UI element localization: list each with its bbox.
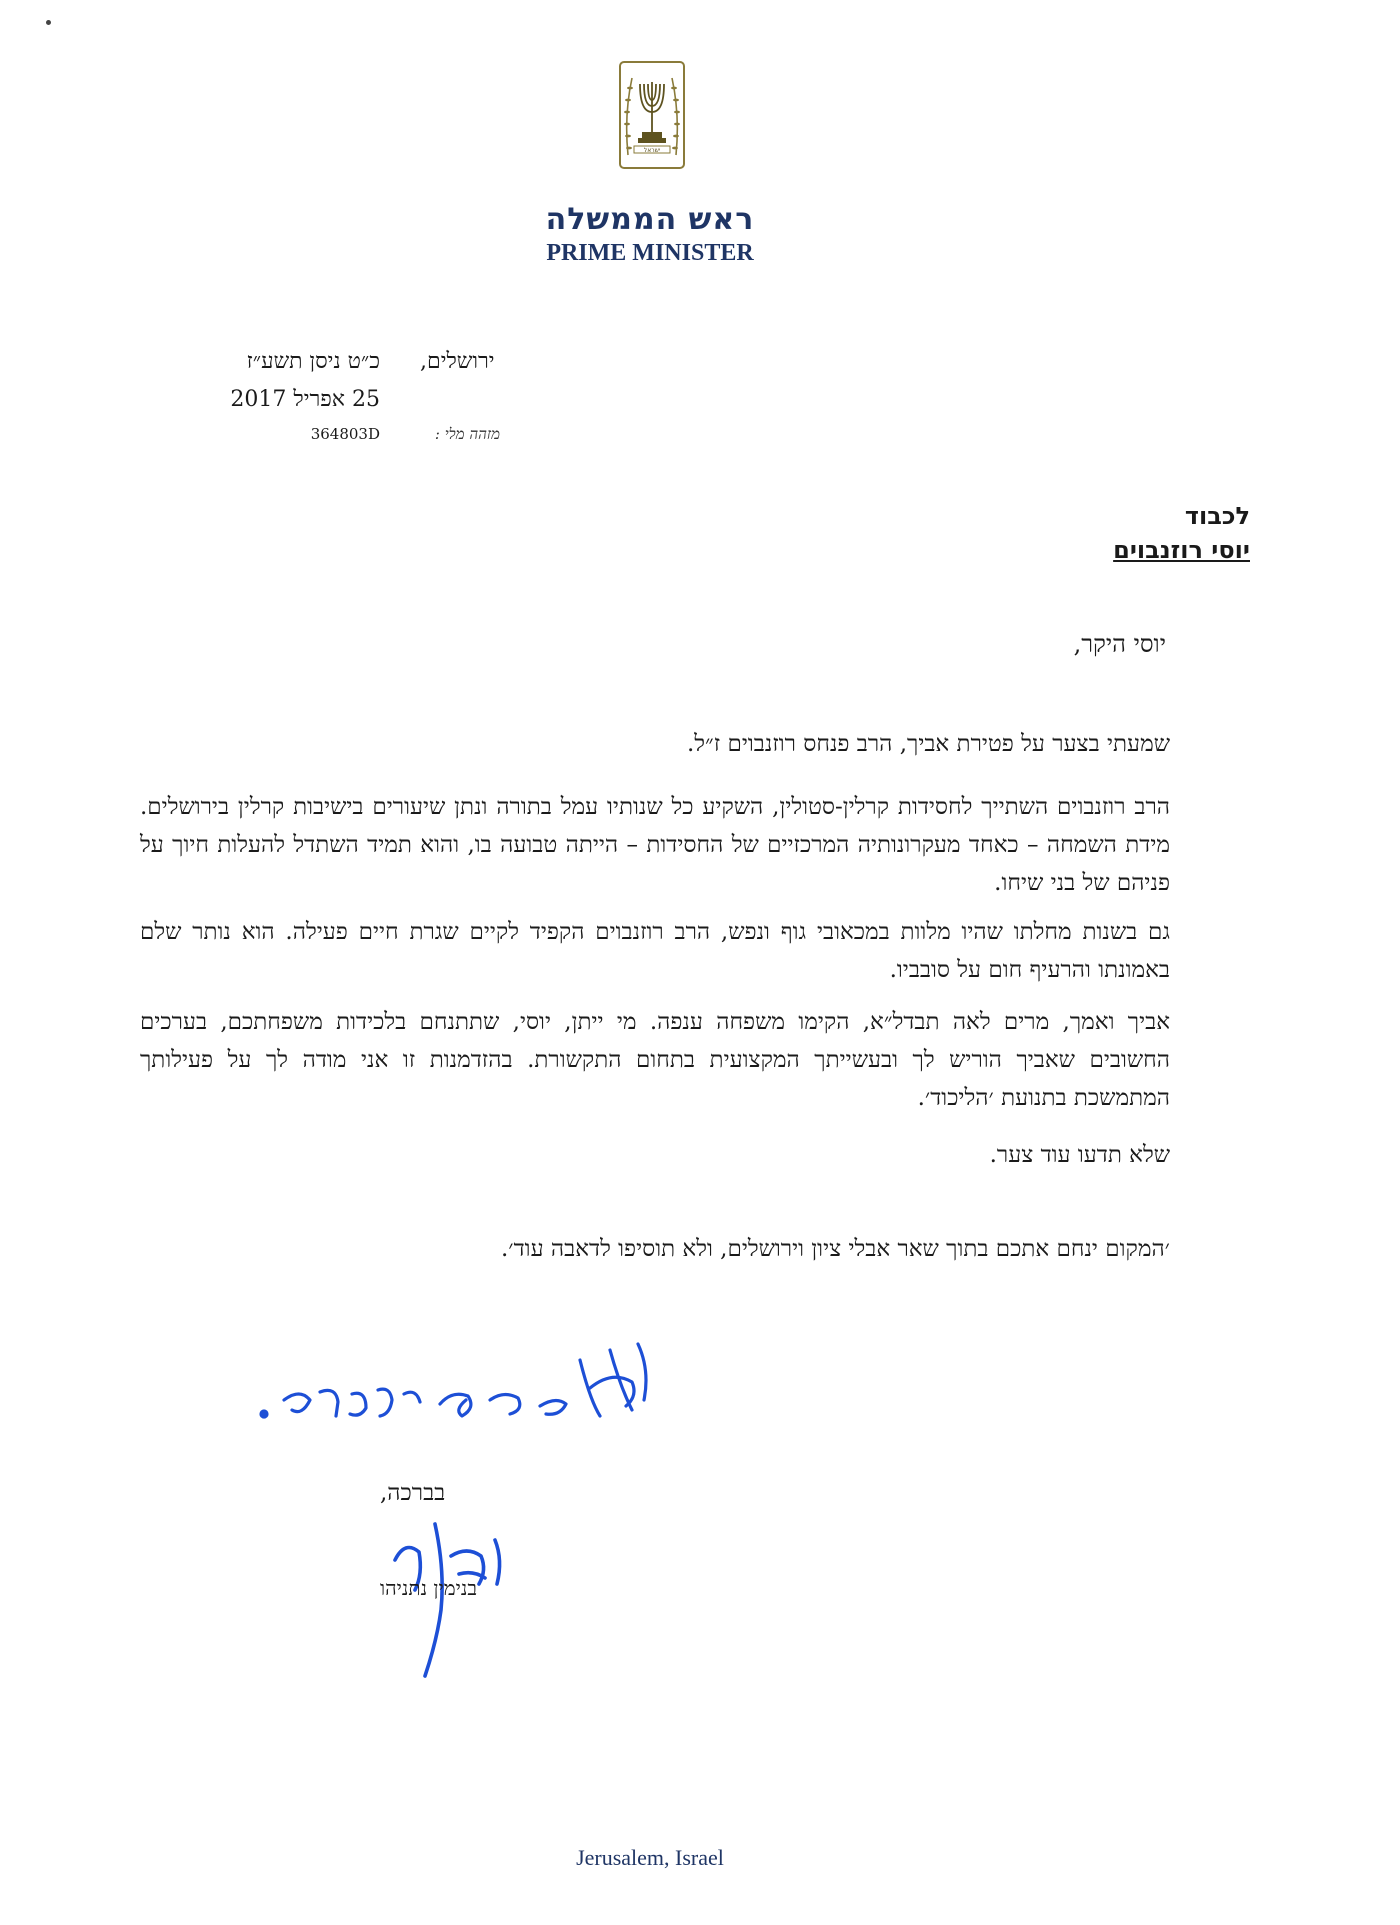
hebrew-date: כ״ט ניסן תשע״ז (246, 349, 380, 374)
paragraph-5: שלא תדעו עוד צער. (989, 1142, 1170, 1168)
signer-name: בנימין נתניהו (380, 1576, 478, 1600)
closing-blessing: בברכה, (380, 1480, 446, 1506)
salutation: יוסי היקר, (1073, 630, 1166, 658)
paragraph-3: גם בשנות מחלתו שהיו מלוות במכאובי גוף ונפש, הרב רוזנבוים הקפיד לקיים שגרת חיים פעילה. הוא נותר שלם באמונתו והרעיף חום על סובביו. (140, 919, 1170, 983)
closing-quote: ׳המקום ינחם אתכם בתוך שאר אבלי ציון וירושלים, ולא תוסיפו לדאבה עוד׳. (501, 1236, 1170, 1262)
paragraph-2: הרב רוזנבוים השתייך לחסידות קרלין-סטולין, השקיע כל שנותיו עמל בתורה ונתן שיעורים בישיבות קרלין בירושלים. מידת השמחה – כאחד מעקרונותיה המרכזיים של החסידות – הייתה טבועה בו, והוא תמיד השתדל להעלות חיוך על פניהם של בני שיחו. (140, 794, 1170, 896)
paragraph-4: אביך ואמך, מרים לאה תבדל״א, הקימו משפחה ענפה. מי ייתן, יוסי, שתתנחם בלכידות משפחתכם, בערכים החשובים שאביך הוריש לך ובעשייתך המקצועית בתחום התקשורת. בהזדמנות זו אני מודה לך על פעילותך המתמשכת בתנועת ׳הליכוד׳. (140, 1009, 1170, 1111)
menorah-emblem-icon (618, 60, 686, 170)
reference-label: מזהה מלי : (434, 425, 500, 443)
svg-text:ישראל: ישראל (643, 147, 661, 154)
handwritten-signature-icon (240, 1330, 680, 1450)
reference-id: 364803D (310, 425, 380, 443)
speck-mark (46, 20, 51, 25)
date-place: ירושלים, (420, 349, 495, 374)
letterhead-title-english: PRIME MINISTER (546, 240, 754, 266)
addressee-honorific: לכבוד (1184, 502, 1250, 530)
addressee-name: יוסי רוזנבוים (1113, 536, 1250, 564)
letterhead-title-hebrew: ראש הממשלה (545, 202, 755, 237)
footer-location: Jerusalem, Israel (576, 1845, 724, 1870)
gregorian-date: 25 אפריל 2017 (230, 387, 380, 412)
paragraph-1: שמעתי בצער על פטירת אביך, הרב פנחס רוזנבוים ז״ל. (686, 731, 1170, 757)
